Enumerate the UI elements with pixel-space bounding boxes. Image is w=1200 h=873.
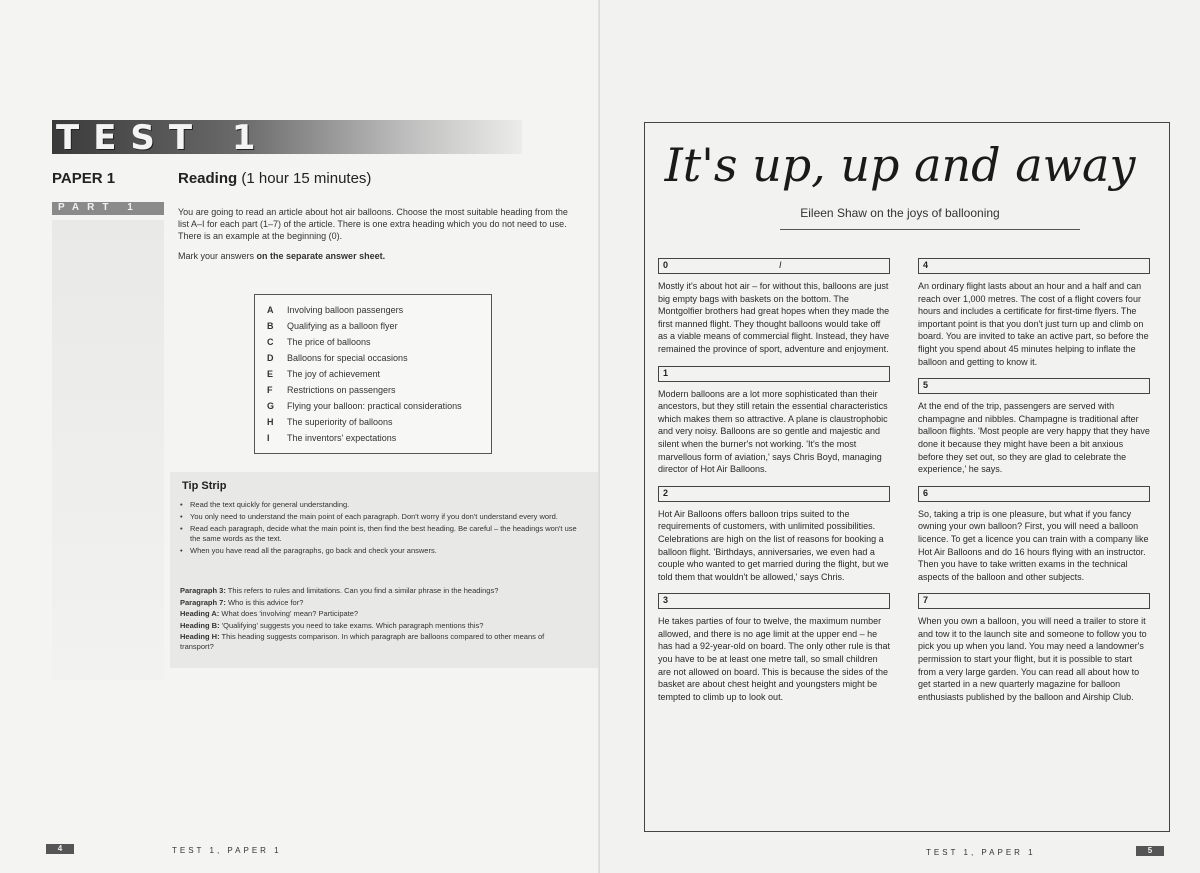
- reading-label: Reading: [178, 170, 238, 187]
- tip-note-label: Paragraph 7:: [180, 597, 226, 607]
- answer-box-6[interactable]: [918, 486, 1150, 502]
- tip-note-label: Heading A:: [180, 609, 220, 618]
- answer-box-3[interactable]: [658, 593, 890, 609]
- answer-box-2[interactable]: [658, 486, 890, 502]
- tip-list: [180, 500, 580, 558]
- tip-note: [180, 598, 580, 608]
- page-footer: TEST 1, PAPER 1: [926, 848, 1036, 857]
- tip-note: [180, 621, 580, 631]
- paragraph-text: So, taking a trip is one pleasure, but what if you fancy owning your own balloon? First, you will need a balloon licence. To get a licence you can train with a company like Hot Air Balloons and do 16 hours flying with an instructor. Then you have to take written exams in the technical aspects of the balloon and other subjects.: [918, 508, 1149, 582]
- part-label: PART 1: [58, 202, 141, 213]
- paragraph-number: 0: [663, 260, 669, 270]
- tip-item: • When you have read all the paragraphs, go back and check your answers.: [180, 546, 580, 556]
- tip-note-text: 'Qualifying' suggests you need to take exams. Which paragraph mentions this?: [219, 620, 484, 630]
- heading-item: [267, 369, 380, 379]
- article-title: It's up, up and away: [664, 138, 1136, 192]
- article-column-right: [918, 258, 1150, 713]
- heading-text: Balloons for special occasions: [287, 353, 408, 363]
- tip-note: [180, 609, 580, 619]
- paragraph-number: 1: [663, 367, 669, 378]
- page-footer: TEST 1, PAPER 1: [172, 846, 282, 855]
- answer-box-7[interactable]: [918, 593, 1150, 609]
- paragraph-number: 7: [923, 595, 929, 606]
- paragraph-text: He takes parties of four to twelve, the maximum number allowed, and there is no age limit at the upper end – he has had a 92-year-old on board. The only other rule is that you have to be at least one metre tall, so small children are not allowed on board. This is because the sides of the basket are about chest height and youngsters might be tempted to climb up to look out.: [658, 616, 890, 702]
- page-number: 5: [1136, 846, 1164, 856]
- paragraph-number: 3: [663, 595, 669, 606]
- part-banner: [52, 202, 164, 215]
- heading-letter: I: [267, 433, 270, 443]
- tip-item: • You only need to understand the main point of each paragraph. Don't worry if you don't understand every word.: [180, 512, 580, 522]
- heading-item: [267, 337, 371, 347]
- answer-box-4[interactable]: [918, 258, 1150, 274]
- paragraph-number: 4: [923, 260, 929, 270]
- heading-text: Flying your balloon: practical considerations: [287, 401, 462, 411]
- tip-note-label: Paragraph 3:: [180, 586, 226, 595]
- heading-item: [267, 385, 396, 395]
- instructions: You are going to read an article about hot air balloons. Choose the most suitable heading from the list A–I for each part (1–7) of the article. There is one extra heading which you do not need to use. There is an example at the beginning (0).: [178, 207, 568, 241]
- article-column-left: [658, 258, 890, 713]
- headings-list: [254, 294, 492, 454]
- tip-note-text: Who is this advice for?: [225, 597, 304, 607]
- answer-box-0[interactable]: [658, 258, 890, 274]
- tip-item: • Read each paragraph, decide what the main point is, then find the best heading. Be careful – the headings won't use the same words as the text.: [180, 524, 580, 544]
- heading-letter: G: [267, 401, 275, 411]
- heading-text: Involving balloon passengers: [287, 305, 404, 315]
- tip-note-text: What does 'involving' mean? Participate?: [219, 609, 359, 618]
- heading-text: The superiority of balloons: [287, 417, 393, 427]
- heading-item: [267, 417, 393, 427]
- heading-letter: D: [267, 353, 274, 363]
- tip-notes: [180, 586, 580, 653]
- tip-note-label: Heading H:: [180, 632, 220, 641]
- test-title: TEST 1: [56, 118, 270, 158]
- heading-letter: A: [267, 305, 274, 315]
- tip-strip: [170, 472, 598, 668]
- test-banner: [52, 118, 522, 158]
- tip-note-text: This refers to rules and limitations. Can you find a similar phrase in the headings?: [225, 586, 499, 595]
- heading-letter: C: [267, 337, 274, 347]
- heading-item: [267, 321, 398, 331]
- heading-letter: B: [267, 321, 274, 331]
- heading-item: [267, 433, 396, 443]
- tip-strip-title: Tip Strip: [182, 480, 227, 492]
- paper-label: PAPER 1: [52, 170, 116, 187]
- answer-box-1[interactable]: [658, 366, 890, 382]
- margin-shade: [52, 220, 164, 680]
- heading-text: The joy of achievement: [287, 369, 381, 379]
- tip-note-label: Heading B:: [180, 620, 220, 630]
- tip-note: [180, 632, 580, 651]
- answer-box-5[interactable]: [918, 378, 1150, 394]
- heading-item: [267, 305, 403, 315]
- tip-note-text: This heading suggests comparison. In which paragraph are balloons compared to other means of transport?: [180, 632, 545, 651]
- reading-title: [178, 170, 371, 187]
- heading-letter: E: [267, 369, 274, 379]
- paragraph-text: Modern balloons are a lot more sophisticated than their ancestors, but they still retain the essential characteristics which makes them so attractive. A plane is claustrophobic and very noisy. Balloons are so gentle and majestic and silent when the burner's not working. 'It's the most marvellous form of aviation,' says Chris Boyd, managing director of Hot Air Balloons.: [658, 388, 888, 475]
- heading-item: [267, 401, 462, 411]
- mark-prefix: Mark your answers: [178, 251, 257, 261]
- paragraph-number: 2: [663, 487, 669, 498]
- tip-item: • Read the text quickly for general understanding.: [180, 500, 580, 510]
- paragraph-text: An ordinary flight lasts about an hour and a half and can reach over 1,000 metres. The cost of a flight covers four hours and includes a certificate for first-time flyers. The important point is that you don't just turn up and climb on board. You are invited to take an active part, so before the flight you spend about 45 minutes helping to inflate the balloon and getting to know it.: [918, 281, 1149, 367]
- heading-text: Restrictions on passengers: [287, 385, 396, 395]
- heading-text: The inventors' expectations: [287, 433, 397, 443]
- mark-bold: on the separate answer sheet.: [256, 251, 386, 261]
- heading-text: The price of balloons: [287, 337, 371, 347]
- title-rule: [780, 229, 1080, 230]
- right-page: [600, 0, 1200, 873]
- article-byline: Eileen Shaw on the joys of ballooning: [800, 206, 1000, 220]
- paragraph-number: 6: [923, 487, 929, 498]
- heading-letter: F: [267, 385, 273, 395]
- heading-text: Qualifying as a balloon flyer: [287, 321, 398, 331]
- mark-answers: [178, 251, 385, 261]
- tip-note: [180, 586, 580, 596]
- page-number: 4: [46, 844, 74, 854]
- reading-time: (1 hour 15 minutes): [241, 170, 372, 187]
- paragraph-text: At the end of the trip, passengers are served with champagne and nibbles. Champagne is traditional after balloon flights. 'Most people are very happy that they have done it because they might have been a bit anxious before they set out, so they are glad to celebrate the experience,' he says.: [918, 401, 1150, 475]
- example-answer: I: [779, 260, 782, 270]
- paragraph-number: 5: [923, 380, 929, 391]
- paragraph-text: Mostly it's about hot air – for without this, balloons are just big empty bags with baskets on the bottom. The Montgolfier brothers had great hopes when they made the first manned flight. They thought balloons would take off as a viable means of commercial flight. Instead, they have remained the province of sport, adventure and enjoyment.: [658, 281, 890, 354]
- paragraph-text: Hot Air Balloons offers balloon trips suited to the requirements of customers, with unlimited possibilities. Celebrations are high on the list of reasons for booking a balloon flight. 'Birthdays, anniversaries, we even had a couple who wanted to get married during the flight, but we told them that wouldn't be allowed,' says Chris.: [658, 508, 889, 582]
- heading-item: [267, 353, 408, 363]
- paragraph-text: When you own a balloon, you will need a trailer to store it and tow it to the launch site and someone to follow you to pick you up when you land. You may need a landowner's permission to start your flight, but it is possible to start from a very large garden. You can read all about how to get started in a new quarterly magazine for balloon enthusiasts published by the balloon and Airship Club.: [918, 616, 1147, 702]
- heading-letter: H: [267, 417, 274, 427]
